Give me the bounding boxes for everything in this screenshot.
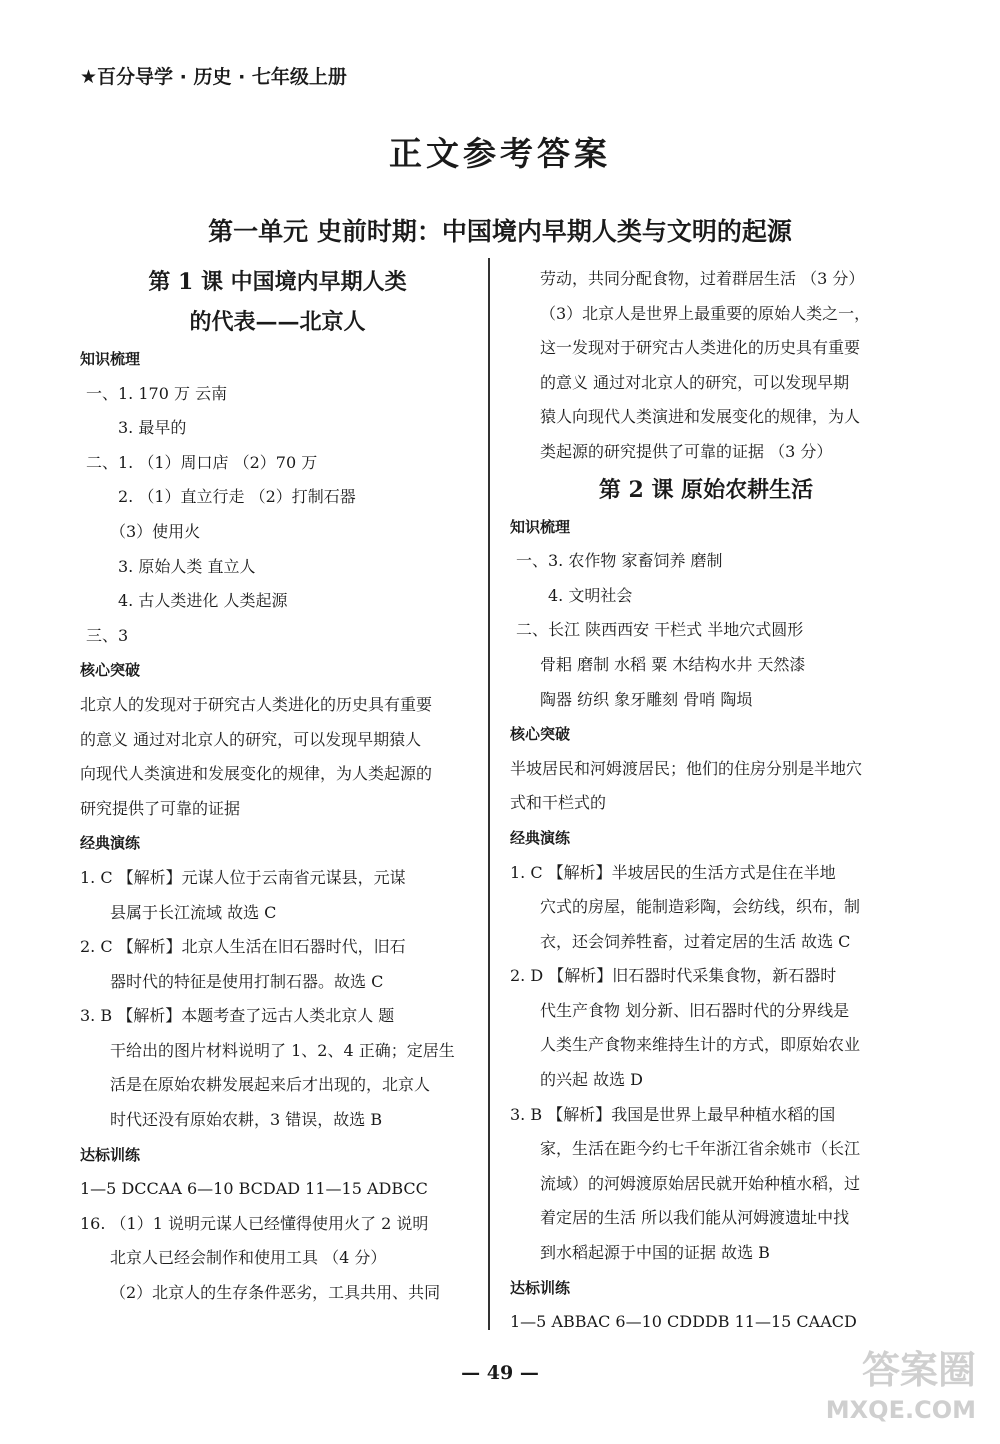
answer-line: 时代还没有原始农耕，3 错误，故选 B: [110, 1110, 383, 1130]
answer-line: 3. 原始人类 直立人: [118, 556, 256, 576]
answer-line: 3. B 【解析】本题考查了远古人类北京人 题: [80, 1006, 395, 1026]
lesson-1-title: 第 1 课 中国境内早期人类: [148, 269, 407, 295]
answer-line: 活是在原始农耕发展起来后才出现的，北京人: [110, 1075, 431, 1095]
section-heading: 核心突破: [510, 725, 571, 744]
answer-line: 半坡居民和河姆渡居民；他们的住房分别是半地穴: [510, 758, 863, 778]
answer-line: 骨耜 磨制 水稻 粟 木结构水井 天然漆: [540, 654, 806, 674]
answer-line: 1—5 ABBAC 6—10 CDDDB 11—15 CAACD: [510, 1312, 857, 1332]
answer-line: 北京人的发现对于研究古人类进化的历史具有重要: [80, 694, 433, 714]
answer-line: 类起源的研究提供了可靠的证据 （3 分）: [540, 441, 833, 461]
answer-line: 一、1. 170 万 云南: [86, 383, 228, 403]
answer-line: 2. C 【解析】北京人生活在旧石器时代，旧石: [80, 937, 406, 957]
answer-line: 2. D 【解析】旧石器时代采集食物，新石器时: [510, 966, 837, 986]
answer-line: 衣，还会饲养牲畜，过着定居的生活 故选 C: [540, 931, 851, 951]
page-number: — 49 —: [461, 1362, 539, 1384]
answer-line: 1—5 DCCAA 6—10 BCDAD 11—15 ADBCC: [80, 1179, 428, 1199]
answer-line: 的意义 通过对北京人的研究，可以发现早期猿人: [80, 729, 422, 749]
left-column: [80, 262, 475, 1311]
answer-line: 式和干栏式的: [510, 793, 607, 813]
answer-line: 三、3: [86, 625, 129, 645]
watermark: [826, 1350, 976, 1430]
answer-line: 到水稻起源于中国的证据 故选 B: [540, 1243, 770, 1263]
answer-line: 研究提供了可靠的证据: [80, 798, 241, 818]
right-column: [510, 262, 902, 1340]
answer-line: 流域）的河姆渡原始居民就开始种植水稻，过: [540, 1173, 861, 1193]
answer-line: 这一发现对于研究古人类进化的历史具有重要: [540, 338, 861, 358]
section-heading: 核心突破: [80, 661, 141, 680]
answer-line: 4. 古人类进化 人类起源: [118, 591, 288, 611]
answer-line: （3）使用火: [110, 521, 201, 541]
lesson-1-title-cont: 的代表——北京人: [189, 309, 366, 335]
answer-line: 家，生活在距今约七千年浙江省余姚市（长江: [540, 1139, 861, 1159]
section-heading: 达标训练: [80, 1145, 141, 1164]
answer-line: 劳动，共同分配食物，过着群居生活 （3 分）: [540, 269, 865, 288]
answer-line: 的意义 通过对北京人的研究，可以发现早期: [540, 372, 850, 392]
answer-line: 16. （1）1 说明元谋人已经懂得使用火了 2 说明: [80, 1213, 429, 1233]
answer-line: 4. 文明社会: [548, 585, 633, 605]
answer-line: 二、长江 陕西西安 干栏式 半地穴式圆形: [516, 620, 804, 640]
answer-line: 代生产食物 划分新、旧石器时代的分界线是: [540, 1000, 850, 1020]
answer-line: 陶器 纺织 象牙雕刻 骨哨 陶埙: [540, 689, 753, 709]
watermark-text: 答案圈: [861, 1348, 976, 1392]
answer-line: 北京人已经会制作和使用工具 （4 分）: [110, 1248, 387, 1268]
answer-line: 器时代的特征是使用打制石器。故选 C: [110, 971, 384, 991]
answer-line: 人类生产食物来维持生计的方式，即原始农业: [540, 1035, 861, 1055]
page-title: 正文参考答案: [389, 134, 611, 173]
answer-line: 1. C 【解析】元谋人位于云南省元谋县，元谋: [80, 867, 406, 887]
section-heading: 经典演练: [510, 828, 571, 847]
answer-line: 一、3. 农作物 家畜饲养 磨制: [516, 551, 723, 571]
answer-line: 二、1. （1）周口店 （2）70 万: [86, 452, 318, 472]
answer-line: （2）北京人的生存条件恶劣，工具共用、共同: [110, 1283, 441, 1303]
answer-line: 猿人向现代人类演进和发展变化的规律，为人: [540, 407, 861, 427]
section-heading: 达标训练: [510, 1278, 571, 1297]
answer-line: 1. C 【解析】半坡居民的生活方式是住在半地: [510, 862, 836, 882]
book-header: ★百分导学 · 历史 · 七年级上册: [80, 66, 347, 88]
answer-line: 干给出的图片材料说明了 1、2、4 正确；定居生: [110, 1040, 455, 1060]
answer-line: 3. 最早的: [118, 418, 187, 438]
answer-line: 县属于长江流域 故选 C: [110, 902, 277, 922]
lesson-2-title: 第 2 课 原始农耕生活: [598, 476, 814, 503]
answer-line: 向现代人类演进和发展变化的规律，为人类起源的: [80, 764, 433, 784]
watermark-site: MXQE.COM: [825, 1396, 976, 1424]
unit-title: 第一单元 史前时期：中国境内早期人类与文明的起源: [208, 217, 792, 246]
answer-line: 3. B 【解析】我国是世界上最早种植水稻的国: [510, 1104, 836, 1124]
answer-line: 2. （1）直立行走 （2）打制石器: [118, 487, 356, 507]
section-heading: 知识梳理: [80, 350, 141, 368]
answer-line: 的兴起 故选 D: [540, 1070, 644, 1090]
section-heading: 知识梳理: [510, 517, 571, 536]
answer-line: （3）北京人是世界上最重要的原始人类之一，: [540, 303, 871, 323]
answer-line: 穴式的房屋，能制造彩陶，会纺线，织布，制: [540, 897, 861, 917]
answer-line: 着定居的生活 所以我们能从河姆渡遗址中找: [540, 1208, 850, 1228]
column-divider: [488, 258, 490, 1330]
section-heading: 经典演练: [80, 834, 141, 853]
